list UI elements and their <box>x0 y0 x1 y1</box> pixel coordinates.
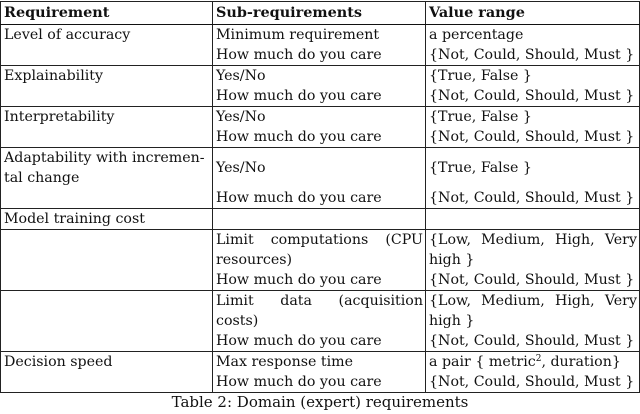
word: computations <box>270 232 369 248</box>
sub-requirements-cell <box>213 66 426 107</box>
value-range: {Not, Could, Should, Must } <box>429 129 635 145</box>
sub-requirements-cell <box>213 209 426 230</box>
sub-requirement: How much do you care <box>216 272 382 288</box>
value-range: {True, False } <box>429 160 532 176</box>
sub-requirement: Yes/No <box>216 68 266 84</box>
sub-requirements-cell <box>213 148 426 209</box>
value-range: {Not, Could, Should, Must } <box>429 190 635 206</box>
word: data <box>280 293 312 309</box>
word: {Low, <box>429 232 471 248</box>
table-header-row <box>1 2 640 25</box>
value-range-cell <box>426 25 640 66</box>
sub-requirement: How much do you care <box>216 333 382 349</box>
sub-requirement: Minimum requirement <box>216 27 380 43</box>
sub-requirement-wrapped-end: costs) <box>216 313 259 329</box>
table-row <box>1 230 640 291</box>
word: Limit <box>216 293 254 309</box>
table-row <box>1 107 640 148</box>
sub-requirement: Yes/No <box>216 109 266 125</box>
word: {Low, <box>429 293 471 309</box>
value-range-wrapped <box>429 230 637 250</box>
value-range: {True, False } <box>429 109 532 125</box>
word: Medium, <box>481 293 545 309</box>
row-spacer <box>4 188 210 198</box>
table-row <box>1 25 640 66</box>
value-range-cell <box>426 148 640 209</box>
sub-requirement: How much do you care <box>216 47 382 63</box>
requirement-name-continued: tal change <box>4 170 80 186</box>
sub-requirement: How much do you care <box>216 129 382 145</box>
requirement-cell <box>1 25 213 66</box>
table-caption: Table 2: Domain (expert) requirements <box>171 393 469 411</box>
value-range: {Not, Could, Should, Must } <box>429 333 635 349</box>
word: Medium, <box>481 232 545 248</box>
sub-requirements-cell <box>213 230 426 291</box>
table-row <box>1 291 640 352</box>
sub-requirement: Yes/No <box>216 160 266 176</box>
value-range: {True, False } <box>429 68 532 84</box>
word: (CPU <box>385 232 423 248</box>
requirement-name: Level of accuracy <box>4 27 131 43</box>
sub-requirement-wrapped-end: resources) <box>216 252 293 268</box>
row-spacer <box>429 178 637 188</box>
requirement-cell <box>1 148 213 209</box>
pair-text-end: , duration} <box>541 354 621 370</box>
value-range: {Not, Could, Should, Must } <box>429 272 635 288</box>
row-spacer <box>216 148 423 158</box>
table-row <box>1 66 640 107</box>
sub-requirement: How much do you care <box>216 88 382 104</box>
requirement-name: Decision speed <box>4 354 113 370</box>
sub-requirements-cell <box>213 107 426 148</box>
word: (acquisition <box>338 293 423 309</box>
table-row <box>1 148 640 209</box>
sub-requirement-wrapped <box>216 230 423 250</box>
row-spacer <box>429 148 637 158</box>
requirement-cell <box>1 352 213 393</box>
value-range-cell <box>426 107 640 148</box>
word: High, <box>555 293 595 309</box>
value-range-wrapped-end: high } <box>429 252 475 268</box>
table-row <box>1 209 640 230</box>
requirement-cell <box>1 291 213 352</box>
value-range: {Not, Could, Should, Must } <box>429 374 635 390</box>
value-range-cell <box>426 291 640 352</box>
value-range-cell <box>426 230 640 291</box>
requirement-cell <box>1 209 213 230</box>
sub-requirement: Max response time <box>216 354 353 370</box>
requirement-cell <box>1 107 213 148</box>
requirement-name: Explainability <box>4 68 103 84</box>
footnote-marker: 2 <box>535 354 542 364</box>
header-sub-requirements: Sub-requirements <box>213 2 426 25</box>
word: Very <box>604 293 637 309</box>
requirement-name: Adaptability with incremen- <box>4 150 205 166</box>
value-range-wrapped-end: high } <box>429 313 475 329</box>
requirement-name: Model training cost <box>4 211 145 227</box>
value-range-cell <box>426 352 640 393</box>
sub-requirement-wrapped <box>216 291 423 311</box>
requirement-cell <box>1 230 213 291</box>
header-value-range: Value range <box>426 2 640 25</box>
value-range-pair <box>429 352 637 372</box>
value-range: {Not, Could, Should, Must } <box>429 47 635 63</box>
value-range-cell <box>426 209 640 230</box>
sub-requirement: How much do you care <box>216 190 382 206</box>
header-requirement: Requirement <box>1 2 213 25</box>
value-range-cell <box>426 66 640 107</box>
word: High, <box>555 232 595 248</box>
sub-requirements-cell <box>213 291 426 352</box>
sub-requirements-cell <box>213 25 426 66</box>
sub-requirement: How much do you care <box>216 374 382 390</box>
requirement-cell <box>1 66 213 107</box>
value-range: {Not, Could, Should, Must } <box>429 88 635 104</box>
word: Very <box>604 232 637 248</box>
sub-requirements-cell <box>213 352 426 393</box>
table-row <box>1 352 640 393</box>
word: Limit <box>216 232 254 248</box>
requirements-table <box>0 1 640 393</box>
value-range-wrapped <box>429 291 637 311</box>
requirement-name: Interpretability <box>4 109 115 125</box>
pair-text: a pair { metric <box>429 354 536 370</box>
value-range: a percentage <box>429 27 524 43</box>
row-spacer <box>216 178 423 188</box>
